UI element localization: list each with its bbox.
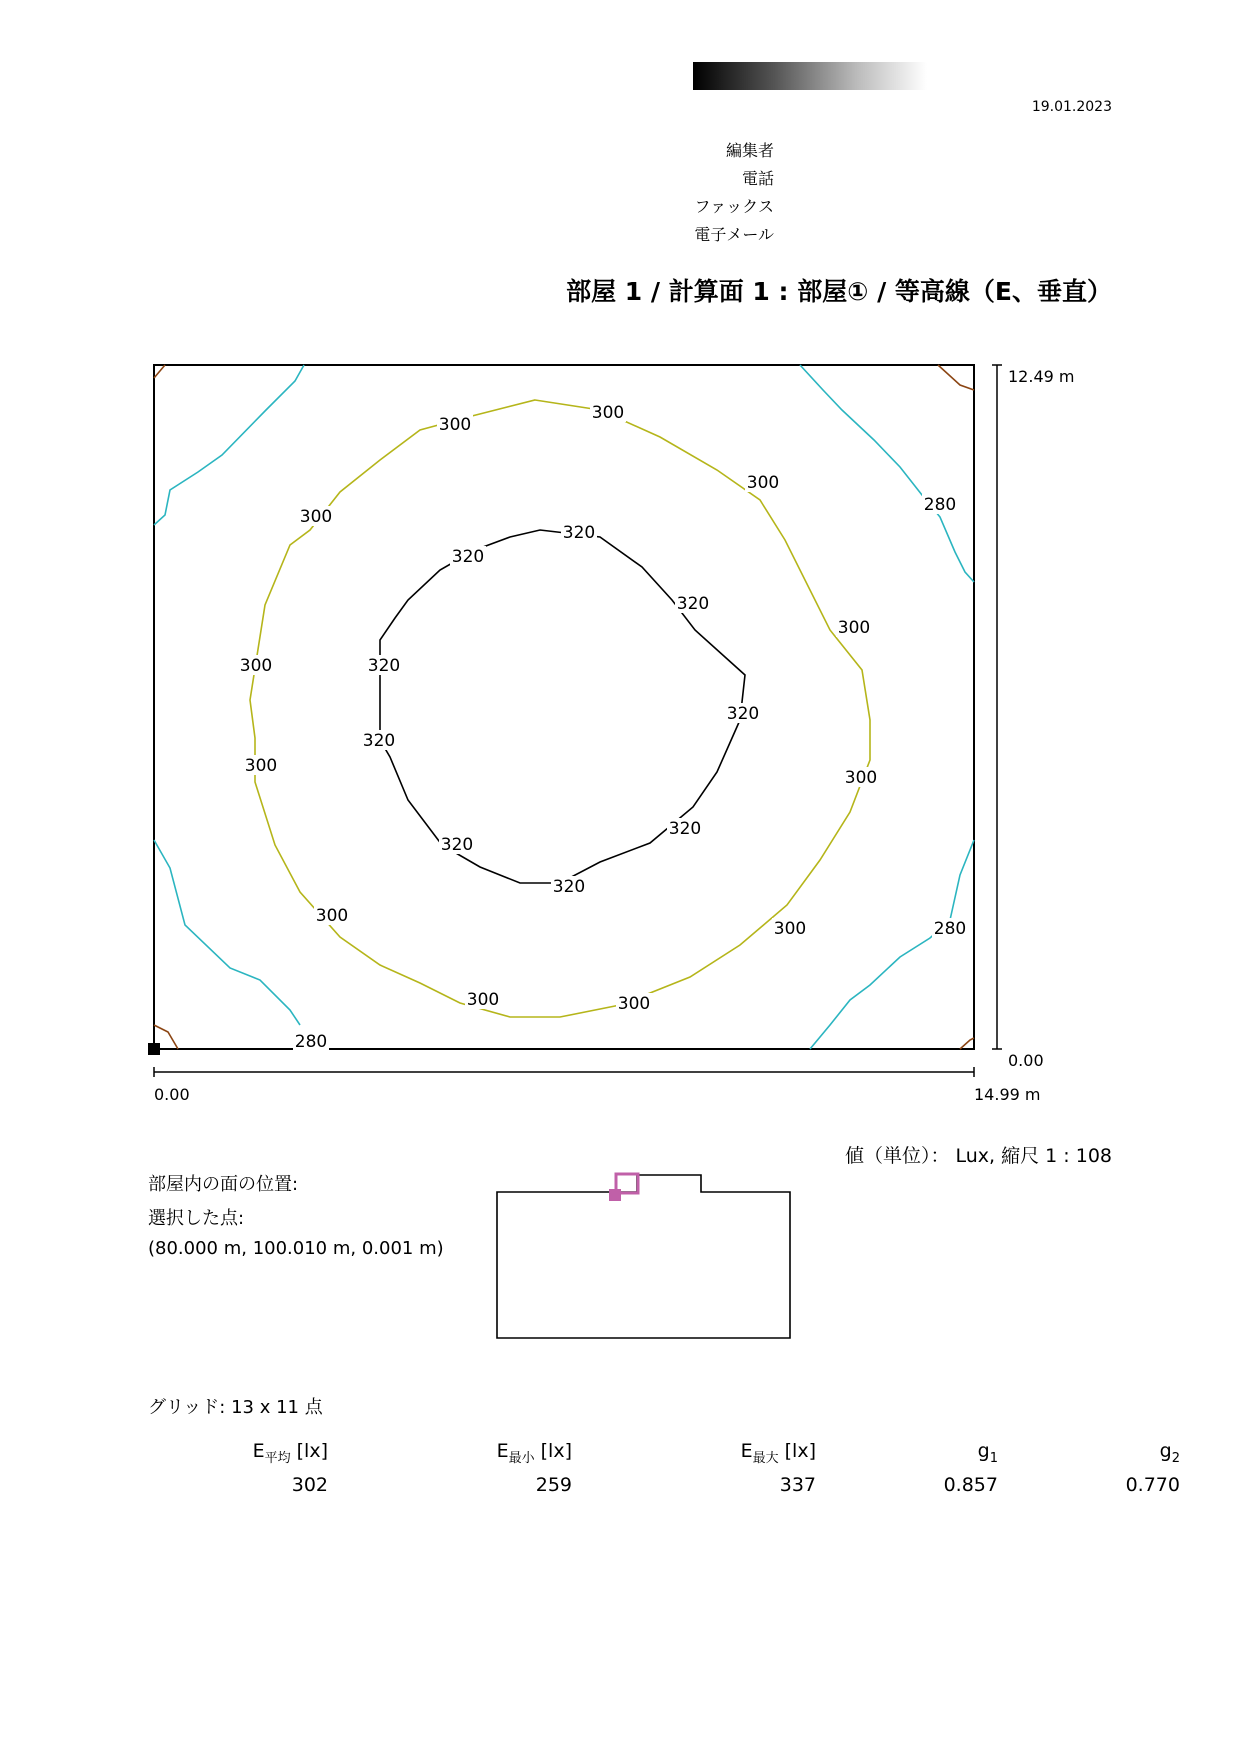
- contour-label-320: [551, 876, 587, 897]
- stat-header-e-avg: $E_{平均}$ [lx]: [252, 1440, 328, 1466]
- stat-header-e-min: $E_{最小}$ [lx]: [496, 1440, 572, 1466]
- stat-value-e-min: 259: [535, 1474, 572, 1496]
- room-outline: [497, 1175, 790, 1338]
- room-outline-map: [490, 1165, 800, 1345]
- contour-label-320: [675, 593, 711, 614]
- contour-label-300: [314, 905, 350, 926]
- surface-position-label: 部屋内の面の位置:: [148, 1174, 299, 1195]
- svg-text:300: 300: [244, 756, 278, 776]
- grid-info: グリッド: 13 x 11 点: [148, 1397, 323, 1418]
- contour-label-320: [450, 546, 486, 567]
- selected-point-marker: [609, 1189, 621, 1201]
- header-email: 電子メール: [694, 225, 774, 244]
- contour-label-320: [366, 655, 402, 676]
- origin-marker: [148, 1043, 160, 1055]
- header-fax: ファックス: [694, 197, 774, 216]
- svg-text:320: 320: [562, 523, 596, 543]
- svg-text:320: 320: [367, 656, 401, 676]
- report-date: 19.01.2023: [1031, 99, 1112, 115]
- contour-line-280-top-left: [154, 365, 304, 525]
- units-scale-line: 値（単位）： Lux, 縮尺 1 : 108: [844, 1145, 1112, 1167]
- svg-text:280: 280: [933, 919, 967, 939]
- svg-text:320: 320: [552, 877, 586, 897]
- contour-line-260-corner: [154, 365, 165, 378]
- contour-label-300: [843, 767, 879, 788]
- contour-label-320: [725, 703, 761, 724]
- svg-text:300: 300: [438, 415, 472, 435]
- svg-text:300: 300: [466, 990, 500, 1010]
- selected-point-label: 選択した点:: [148, 1208, 245, 1229]
- contour-line-260-corner: [938, 365, 974, 390]
- header-editor: 編集者: [725, 141, 774, 160]
- svg-text:300: 300: [844, 768, 878, 788]
- stat-header-g2: $g_2$: [1159, 1440, 1180, 1466]
- contour-label-280: [932, 918, 968, 939]
- svg-text:280: 280: [294, 1032, 328, 1052]
- svg-text:280: 280: [923, 495, 957, 515]
- contour-line-280-bottom-right: [810, 840, 974, 1049]
- contour-label-300: [243, 755, 279, 776]
- svg-text:300: 300: [299, 507, 333, 527]
- stat-value-e-max: 337: [779, 1474, 816, 1496]
- contour-line-260-corner: [960, 1038, 974, 1049]
- x-axis-min-label: 0.00: [154, 1085, 190, 1104]
- svg-text:320: 320: [676, 594, 710, 614]
- contour-label-300: [745, 472, 781, 493]
- svg-text:300: 300: [746, 473, 780, 493]
- svg-text:320: 320: [726, 704, 760, 724]
- stat-value-g1: 0.857: [943, 1474, 998, 1496]
- svg-text:300: 300: [315, 906, 349, 926]
- contour-label-300: [590, 402, 626, 423]
- contour-label-320: [561, 522, 597, 543]
- contour-label-300: [238, 655, 274, 676]
- contour-label-320: [361, 730, 397, 751]
- contour-label-320: [439, 834, 475, 855]
- contour-label-300: [437, 414, 473, 435]
- x-axis-max-label: 14.99 m: [974, 1085, 1041, 1104]
- stat-header-e-max: $E_{最大}$ [lx]: [740, 1440, 816, 1466]
- svg-text:300: 300: [591, 403, 625, 423]
- svg-text:300: 300: [239, 656, 273, 676]
- selected-point-coords: (80.000 m, 100.010 m, 0.001 m): [148, 1238, 444, 1259]
- contour-line-280-bottom-left: [154, 840, 300, 1025]
- room-frame: [154, 365, 974, 1049]
- svg-text:320: 320: [440, 835, 474, 855]
- contour-label-300: [298, 506, 334, 527]
- contour-label-300: [772, 918, 808, 939]
- svg-text:300: 300: [837, 618, 871, 638]
- contour-line-280-top-right: [800, 365, 974, 582]
- contour-label-300: [465, 989, 501, 1010]
- contour-label-280: [922, 494, 958, 515]
- svg-text:300: 300: [773, 919, 807, 939]
- contour-label-300: [836, 617, 872, 638]
- stat-value-g2: 0.770: [1125, 1474, 1180, 1496]
- stat-value-e-avg: 302: [291, 1474, 328, 1496]
- svg-text:300: 300: [617, 994, 651, 1014]
- y-axis-min-label: 0.00: [1008, 1051, 1044, 1070]
- page-title: 部屋 1 / 計算面 1 : 部屋① / 等高線（E、垂直）: [566, 277, 1112, 306]
- svg-text:320: 320: [451, 547, 485, 567]
- header-phone: 電話: [741, 169, 774, 188]
- svg-text:320: 320: [668, 819, 702, 839]
- contour-label-280: [293, 1031, 329, 1052]
- y-axis-max-label: 12.49 m: [1008, 367, 1075, 386]
- svg-text:320: 320: [362, 731, 396, 751]
- contour-label-320: [667, 818, 703, 839]
- stat-header-g1: $g_1$: [977, 1440, 998, 1466]
- contour-label-300: [616, 993, 652, 1014]
